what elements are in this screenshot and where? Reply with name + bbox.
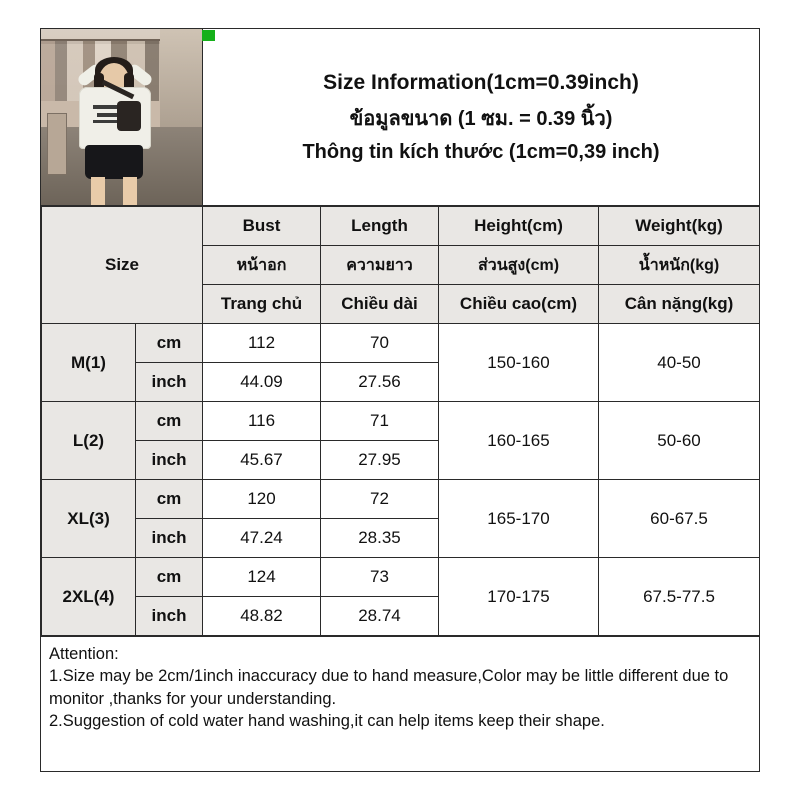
row-bust-cm: 124: [203, 558, 321, 597]
header-bust-vi: Trang chủ: [203, 285, 321, 324]
header-bust-en: Bust: [203, 207, 321, 246]
size-chart-sheet: [40, 28, 760, 772]
row-length-inch: 27.56: [321, 363, 439, 402]
row-height: 150-160: [439, 324, 599, 402]
header-height-en: Height(cm): [439, 207, 599, 246]
row-bust-cm: 120: [203, 480, 321, 519]
table-row: [42, 402, 760, 441]
row-weight: 50-60: [599, 402, 760, 480]
row-bust-inch: 44.09: [203, 363, 321, 402]
row-bust-inch: 48.82: [203, 597, 321, 636]
header-size: Size: [42, 207, 203, 324]
row-length-inch: 28.35: [321, 519, 439, 558]
row-size-label: XL(3): [42, 480, 136, 558]
header-height-vi: Chiều cao(cm): [439, 285, 599, 324]
header-length-en: Length: [321, 207, 439, 246]
photo-model-shorts: [85, 145, 143, 179]
photo-bag: [117, 101, 141, 131]
product-photo: [41, 29, 203, 205]
attention-note-1: 1.Size may be 2cm/1inch inaccuracy due to hand measure,Color may be little different due to monitor ,thanks for your understanding.: [49, 667, 729, 708]
row-weight: 40-50: [599, 324, 760, 402]
table-row: [42, 480, 760, 519]
row-length-cm: 72: [321, 480, 439, 519]
row-unit-inch: inch: [136, 441, 203, 480]
row-height: 170-175: [439, 558, 599, 636]
row-weight: 60-67.5: [599, 480, 760, 558]
row-bust-inch: 45.67: [203, 441, 321, 480]
header-weight-en: Weight(kg): [599, 207, 760, 246]
row-length-cm: 71: [321, 402, 439, 441]
row-bust-cm: 116: [203, 402, 321, 441]
size-table: [41, 206, 760, 636]
photo-model-leg-right: [123, 177, 137, 205]
row-length-cm: 73: [321, 558, 439, 597]
row-weight: 67.5-77.5: [599, 558, 760, 636]
table-row: [42, 324, 760, 363]
row-length-inch: 28.74: [321, 597, 439, 636]
row-unit-inch: inch: [136, 363, 203, 402]
row-size-label: 2XL(4): [42, 558, 136, 636]
row-unit-cm: cm: [136, 324, 203, 363]
row-length-cm: 70: [321, 324, 439, 363]
header-weight-th: น้ำหนัก(kg): [599, 246, 760, 285]
row-bust-inch: 47.24: [203, 519, 321, 558]
photo-mirror-frame: [47, 113, 67, 175]
row-bust-cm: 112: [203, 324, 321, 363]
header-height-th: ส่วนสูง(cm): [439, 246, 599, 285]
title-line-en: Size Information(1cm=0.39inch): [323, 70, 639, 94]
photo-model-leg-left: [91, 177, 105, 205]
table-row: [42, 558, 760, 597]
header-weight-vi: Cân nặng(kg): [599, 285, 760, 324]
title-line-th: ข้อมูลขนาด (1 ซม. = 0.39 นิ้ว): [349, 107, 613, 130]
row-height: 165-170: [439, 480, 599, 558]
green-marker-icon: [202, 30, 215, 41]
row-length-inch: 27.95: [321, 441, 439, 480]
row-height: 160-165: [439, 402, 599, 480]
row-unit-cm: cm: [136, 402, 203, 441]
row-unit-inch: inch: [136, 597, 203, 636]
header-bust-th: หน้าอก: [203, 246, 321, 285]
row-unit-inch: inch: [136, 519, 203, 558]
header-row: [41, 29, 759, 206]
header-length-vi: Chiều dài: [321, 285, 439, 324]
table-header-row-en: [42, 207, 760, 246]
title-line-vi: Thông tin kích thước (1cm=0,39 inch): [302, 140, 660, 163]
attention-block: [41, 636, 759, 754]
title-block: [203, 29, 759, 205]
attention-note-2: 2.Suggestion of cold water hand washing,it can help items keep their shape.: [49, 711, 605, 730]
row-unit-cm: cm: [136, 480, 203, 519]
attention-heading: Attention:: [49, 645, 119, 663]
row-size-label: M(1): [42, 324, 136, 402]
row-unit-cm: cm: [136, 558, 203, 597]
header-length-th: ความยาว: [321, 246, 439, 285]
row-size-label: L(2): [42, 402, 136, 480]
